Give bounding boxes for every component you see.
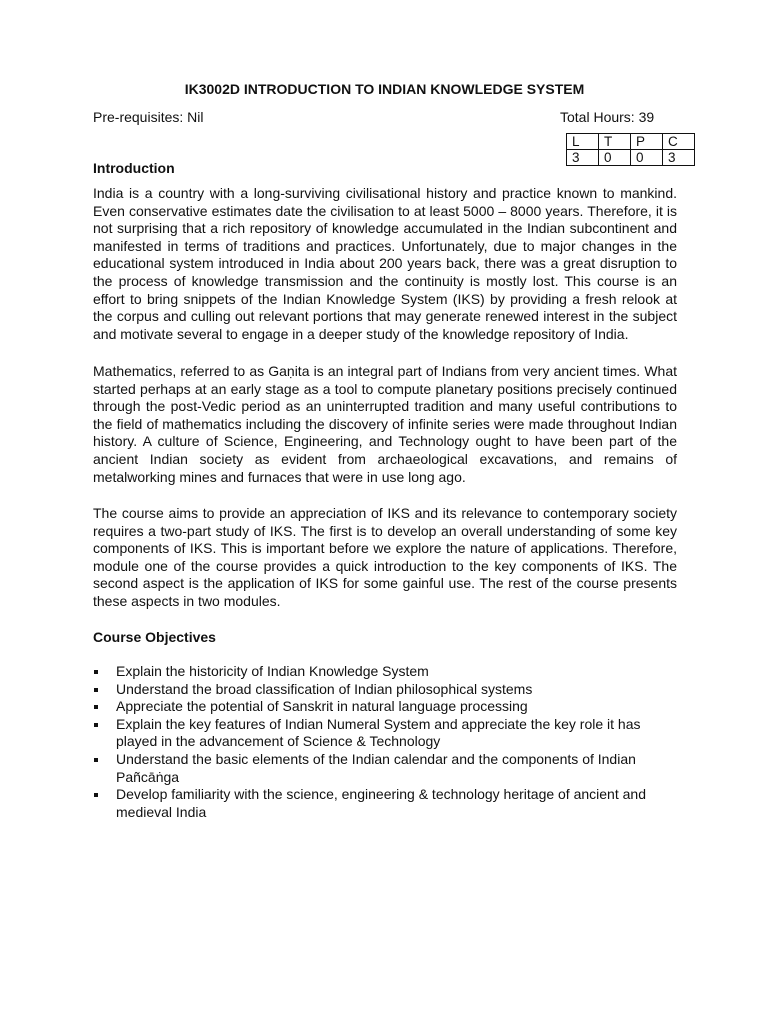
ltpc-header-l: L [567,134,599,150]
mathematics-paragraph: Mathematics, referred to as Gaṇita is an integral part of Indians from very ancient times. What started perhaps at an early stage as a tool to compute planetary positions precisely continued through the post-Vedic period as an uninterrupted tradition and many useful contributions to the field of mathematics including the discovery of infinite series were made throughout Indian history. A culture of Science, Engineering, and Technology ought to have been part of the ancient Indian society as evident from archaeological excavations, and remains of metalworking mines and furnaces that were in use long ago. [93,363,677,485]
prerequisites: Pre-requisites: Nil [93,109,204,125]
ltpc-value-p: 0 [631,150,663,166]
total-hours: Total Hours: 39 [560,109,655,125]
ltpc-header-row [567,134,695,150]
ltpc-header-p: P [631,134,663,150]
introduction-paragraph: India is a country with a long-surviving civilisational history and practice known to mankind. Even conservative estimates date the civilisation to at least 5000 – 8000 years. Therefore, it is not surprising that a rich repository of knowledge accumulated in the Indian subcontinent and manifested in terms of traditions and practices. Unfortunately, due to major changes in the educational system introduced in India about 200 years back, there was a great disruption to the process of knowledge transmission and the continuity is mostly lost. This course is an effort to bring snippets of the Indian Knowledge System (IKS) by providing a fresh relook at the corpus and culling out relevant portions that may generate renewed interest in the subject and motivate several to engage in a deeper study of the knowledge repository of India. [93,185,677,342]
ltpc-header-t: T [599,134,631,150]
course-aims-paragraph: The course aims to provide an appreciation of IKS and its relevance to contemporary society requires a two-part study of IKS. The first is to develop an overall understanding of some key components of IKS. This is important before we explore the nature of applications. Therefore, module one of the course provides a quick introduction to the key components of IKS. The second aspect is the application of IKS for some gainful use. The rest of the course presents these aspects in two modules. [93,505,677,609]
course-title: IK3002D INTRODUCTION TO INDIAN KNOWLEDGE SYSTEM [184,81,585,97]
objective-item: Develop familiarity with the science, engineering & technology heritage of ancient and medieval India [93,786,677,821]
ltpc-value-row [567,150,695,166]
introduction-heading: Introduction [93,160,175,176]
objective-item: Appreciate the potential of Sanskrit in natural language processing [93,698,677,716]
objectives-heading: Course Objectives [93,629,216,645]
ltpc-value-l: 3 [567,150,599,166]
objective-item: Explain the key features of Indian Numeral System and appreciate the key role it has played in the advancement of Science & Technology [93,716,677,751]
objective-item: Explain the historicity of Indian Knowledge System [93,663,677,681]
objectives-list [93,663,677,821]
ltpc-value-c: 3 [663,150,695,166]
objective-item: Understand the basic elements of the Indian calendar and the components of Indian Pañcāṅga [93,751,677,786]
ltpc-header-c: C [663,134,695,150]
objective-item: Understand the broad classification of Indian philosophical systems [93,681,677,699]
ltpc-value-t: 0 [599,150,631,166]
ltpc-table [566,133,695,166]
